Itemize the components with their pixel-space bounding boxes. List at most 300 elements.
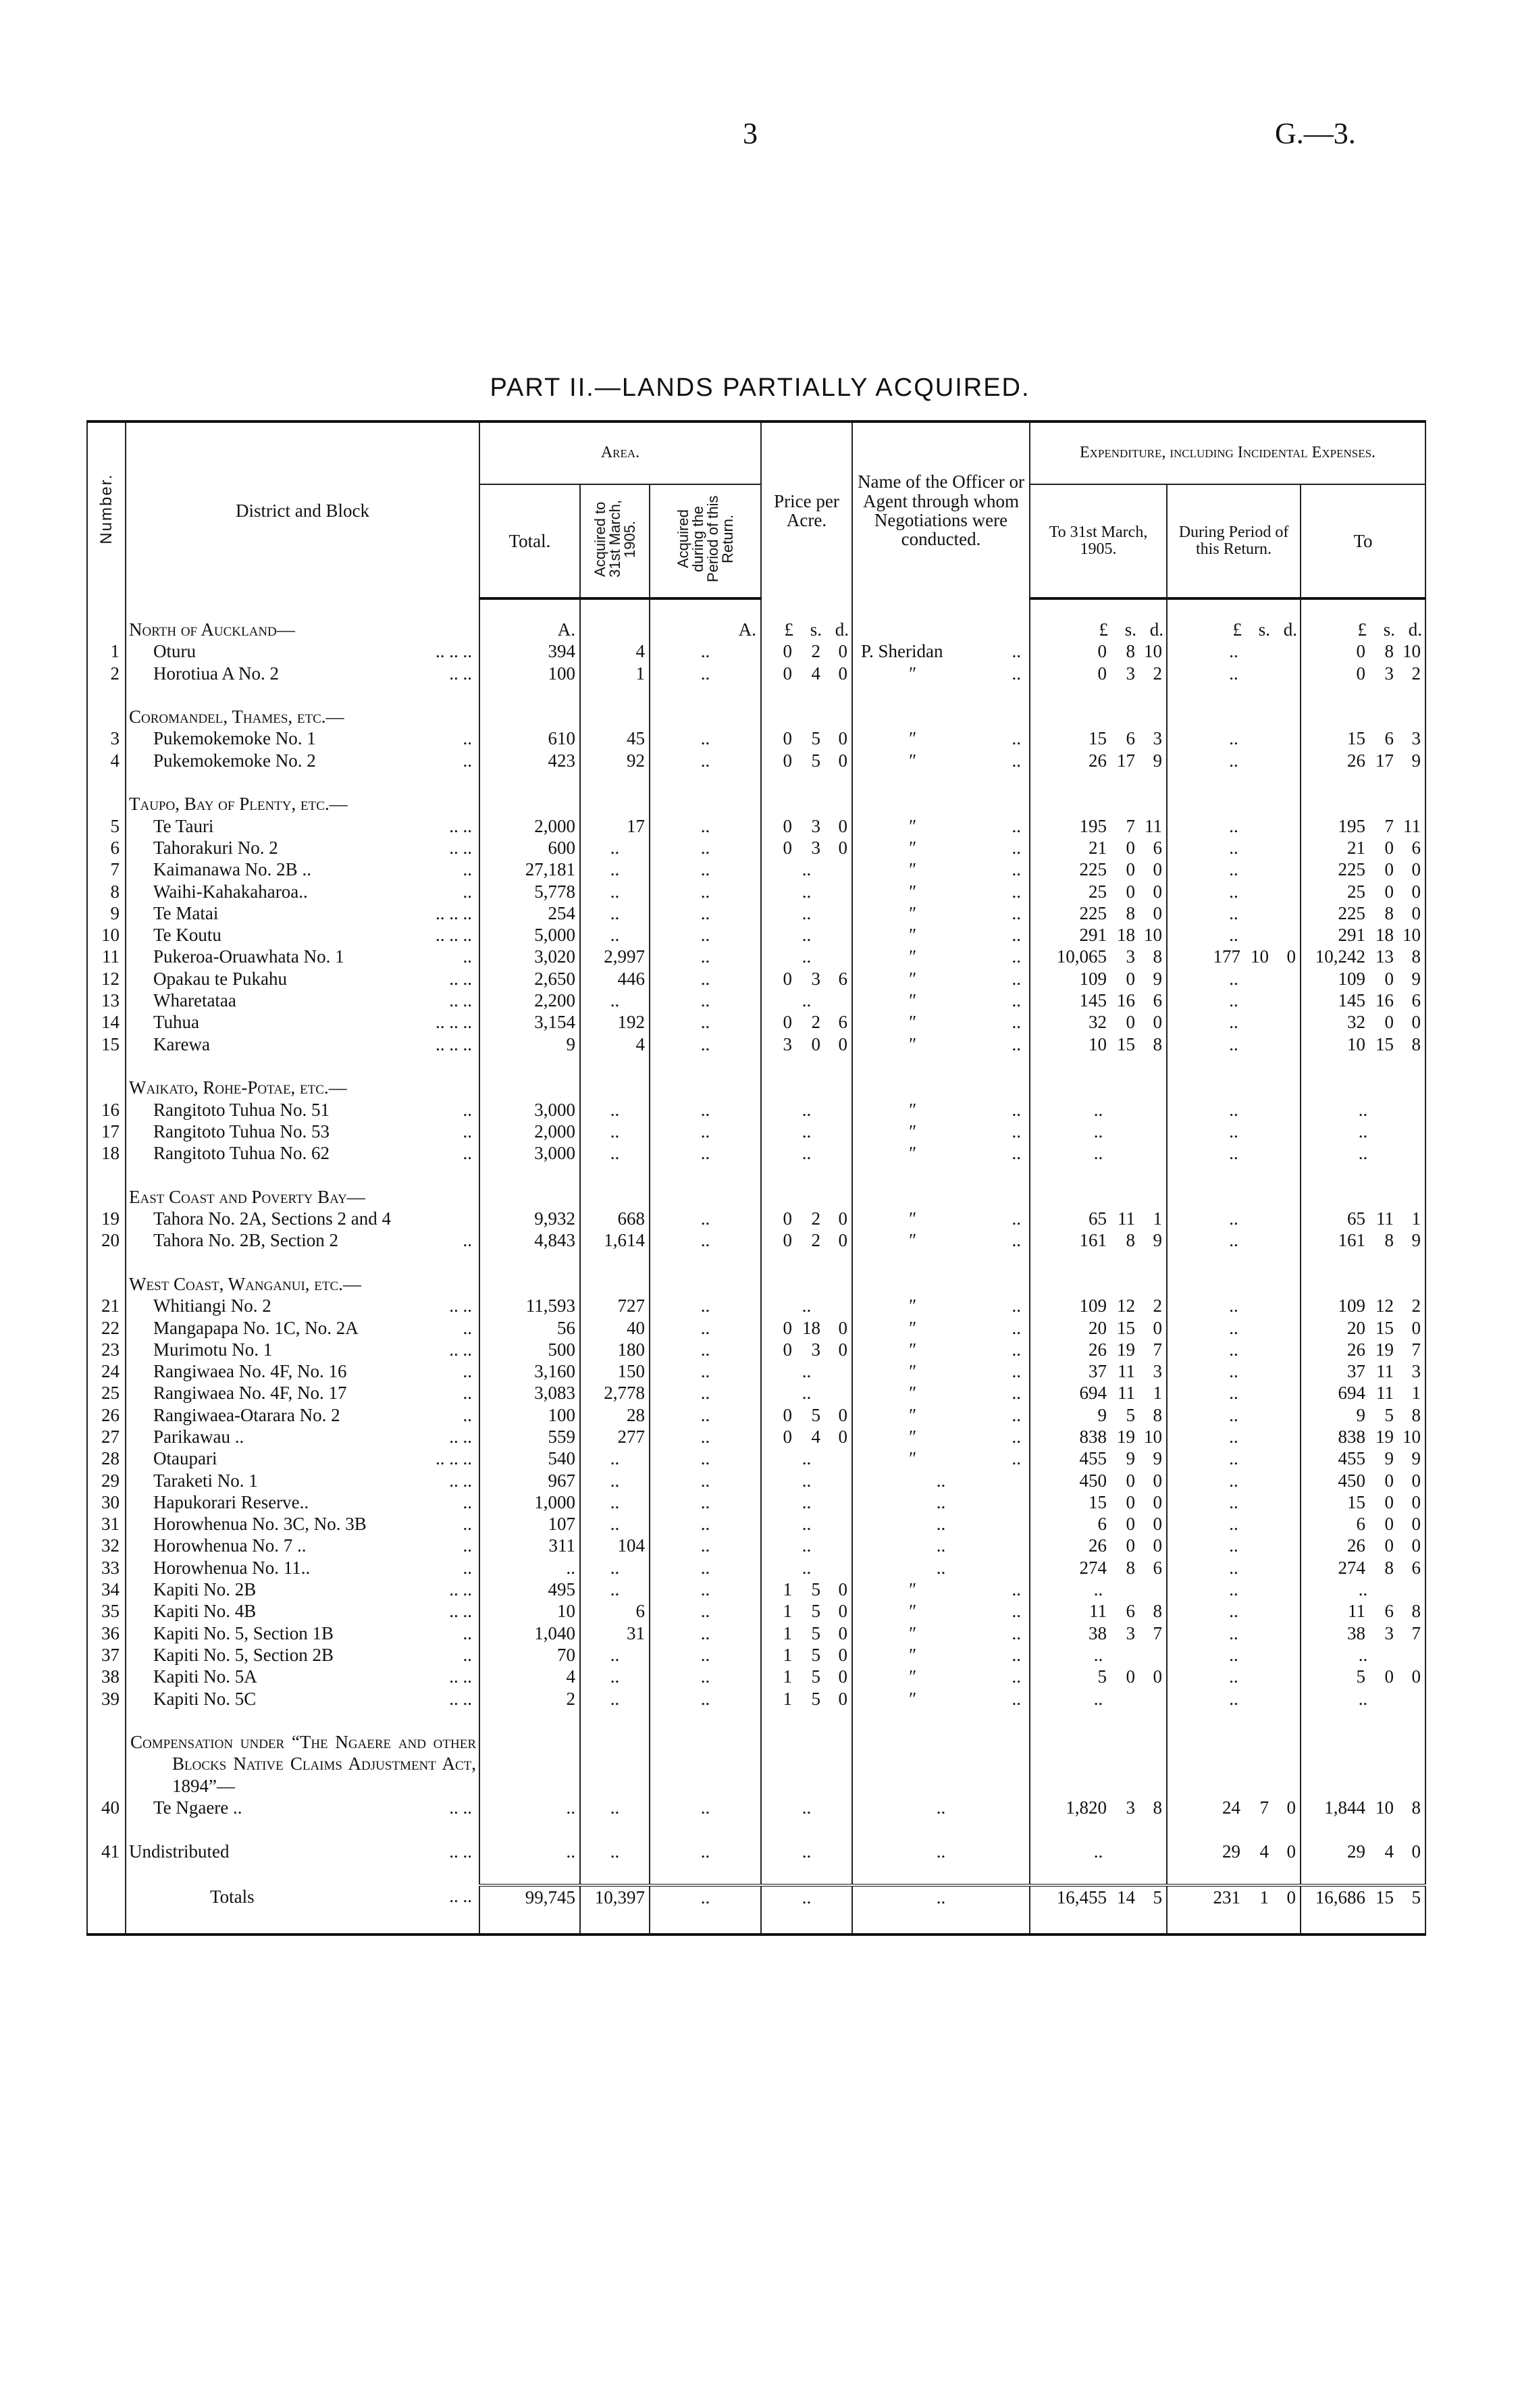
exp-to-pence: 1: [1153, 1208, 1163, 1229]
cell: [761, 619, 852, 640]
district-block: [126, 1382, 479, 1404]
block-name: Rangitoto Tuhua No. 51: [153, 1099, 330, 1120]
cell: [852, 706, 1030, 727]
district-block: [126, 750, 479, 771]
row-number: 40: [87, 1797, 126, 1818]
area-acquired-to: ..: [580, 1579, 650, 1600]
area-acquired-to: 45: [580, 727, 650, 749]
table-row: [87, 1208, 1425, 1229]
row-number: 20: [87, 1229, 126, 1251]
officer-wrap: [856, 946, 1026, 967]
area-total: 500: [479, 1339, 580, 1360]
price-pence: 0: [838, 1317, 848, 1338]
cell: [1167, 793, 1301, 815]
officer: [852, 1121, 1030, 1142]
leader-dots: ..: [463, 1404, 472, 1425]
price-per-acre: ..: [761, 1557, 852, 1579]
cell: [1030, 1164, 1167, 1185]
area-acquired-during: ..: [650, 1666, 761, 1687]
block-name: Horowhenua No. 11..: [153, 1557, 311, 1578]
block-name: Tahora No. 2B, Section 2: [153, 1230, 339, 1251]
officer-wrap: [856, 1360, 1026, 1382]
exp-total-pounds: 450: [1338, 1470, 1366, 1491]
expenditure-total: [1301, 1885, 1425, 1908]
area-total: 9: [479, 1033, 580, 1055]
exp-total-pounds: 225: [1338, 859, 1366, 880]
row-number: 25: [87, 1382, 126, 1404]
leader-dots: .. ..: [449, 1841, 472, 1862]
district-heading: Coromandel, Thames, etc.—: [126, 706, 479, 727]
area-acquired-to: 277: [580, 1426, 650, 1448]
officer: [852, 1099, 1030, 1121]
price-per-acre: ..: [761, 1797, 852, 1818]
exp-to-shillings: 3: [1126, 1797, 1136, 1818]
exp-to-pence: 7: [1153, 1622, 1163, 1643]
table-row: [87, 837, 1425, 859]
exp-to-pounds: 10,065: [1056, 946, 1107, 967]
officer: [852, 859, 1030, 880]
officer-wrap: [856, 1600, 1026, 1622]
section-heading-row: [87, 706, 1425, 727]
area-acquired-to: 668: [580, 1208, 650, 1229]
expenditure-during-period: ..: [1167, 1011, 1301, 1033]
exp-total-amount: [1304, 902, 1421, 924]
officer-name: ″: [908, 925, 916, 946]
district-block: [126, 1317, 479, 1339]
cell: [479, 1055, 580, 1077]
district-block: [126, 1622, 479, 1644]
officer-wrap: [856, 881, 1026, 902]
expenditure-during-period: ..: [1167, 1142, 1301, 1164]
area-total: 254: [479, 902, 580, 924]
exp-to-amount: [1033, 727, 1162, 749]
exp-to-shillings: 16: [1117, 990, 1136, 1011]
area-acquired-to: ..: [580, 1557, 650, 1579]
exp-to-shillings: 11: [1118, 1361, 1136, 1382]
leader-dots: ..: [1012, 1579, 1022, 1600]
price-per-acre: [761, 1622, 852, 1644]
officer: [852, 990, 1030, 1011]
block-name: Rangitoto Tuhua No. 53: [153, 1121, 330, 1142]
exp-total-shillings: 0: [1384, 1666, 1394, 1687]
cell: [1167, 1731, 1301, 1797]
exp-to-shillings: 8: [1126, 641, 1136, 662]
officer: [852, 1142, 1030, 1164]
row-number: 13: [87, 990, 126, 1011]
expenditure-total: [1301, 1513, 1425, 1535]
expenditure-during-period: ..: [1167, 837, 1301, 859]
area-acquired-during: ..: [650, 990, 761, 1011]
exp-to-pence: 6: [1153, 1557, 1163, 1578]
price-pence: 0: [838, 1339, 848, 1360]
header-acquired-to-label: Acquired to 31st March, 1905.: [591, 500, 638, 578]
district-block: [126, 1666, 479, 1687]
leader-dots: ..: [463, 1143, 472, 1164]
cell: [479, 1731, 580, 1797]
officer: [852, 1600, 1030, 1622]
district-block: [126, 1011, 479, 1033]
exp-to-amount: [1033, 1600, 1162, 1622]
exp-during-pounds: 24: [1222, 1797, 1241, 1818]
exp-total-shillings: 15: [1375, 1317, 1394, 1338]
cell: [479, 1818, 580, 1840]
cell: [580, 1731, 650, 1797]
exp-during-pence: 0: [1286, 1797, 1296, 1818]
block-name: Te Koutu: [153, 925, 221, 946]
exp-to-pounds: 450: [1079, 1470, 1107, 1491]
area-acquired-to: 10,397: [580, 1885, 650, 1908]
block-name: Mangapapa No. 1C, No. 2A: [153, 1317, 359, 1338]
area-total: 100: [479, 663, 580, 684]
expenditure-to-march-1905: [1030, 815, 1167, 837]
exp-total-shillings: 8: [1384, 902, 1394, 923]
cell: [852, 684, 1030, 706]
price-amount: [764, 1426, 847, 1448]
exp-during-shillings: 1: [1259, 1887, 1269, 1908]
price-shillings: 4: [811, 663, 821, 684]
area-acquired-during: ..: [650, 1121, 761, 1142]
exp-to-pence: 9: [1153, 1230, 1163, 1251]
price-per-acre: ..: [761, 1142, 852, 1164]
price-per-acre: ..: [761, 859, 852, 880]
cell: [852, 1710, 1030, 1731]
leader-dots: .. ..: [449, 837, 472, 858]
officer-wrap: [856, 1121, 1026, 1142]
block-name: Oturu: [153, 641, 196, 662]
expenditure-total: [1301, 1841, 1425, 1862]
officer: [852, 1295, 1030, 1316]
officer-wrap: [856, 1688, 1026, 1710]
price-pounds: 0: [783, 1208, 793, 1229]
cell: [650, 684, 761, 706]
exp-total-shillings: 8: [1384, 641, 1394, 662]
expenditure-during-period: ..: [1167, 990, 1301, 1011]
officer: [852, 663, 1030, 684]
exp-total-shillings: 11: [1376, 1383, 1394, 1404]
table-row: [87, 1360, 1425, 1382]
cell: [1301, 1818, 1425, 1840]
officer-wrap: [856, 837, 1026, 859]
exp-total-amount: [1304, 1011, 1421, 1033]
leader-dots: ..: [1012, 1426, 1022, 1447]
exp-total-pounds: 10,242: [1315, 946, 1366, 967]
exp-total-pence: 0: [1411, 1666, 1421, 1687]
exp-total-pence: 0: [1411, 1491, 1421, 1512]
price-amount: [764, 727, 847, 749]
cell: [761, 793, 852, 815]
table-row: [87, 1011, 1425, 1033]
officer: [852, 815, 1030, 837]
cell: [1030, 1818, 1167, 1840]
row-number: 2: [87, 663, 126, 684]
exp-total-amount: [1304, 1557, 1421, 1579]
exp-to-pence: 3: [1153, 1361, 1163, 1382]
area-total: ..: [479, 1557, 580, 1579]
exp-total-shillings: 11: [1376, 1361, 1394, 1382]
exp-total-pounds: 26: [1347, 750, 1366, 771]
area-total: 3,160: [479, 1360, 580, 1382]
price-shillings: 3: [811, 837, 821, 858]
price-amount: [764, 1339, 847, 1360]
exp-during-unit-pounds: £: [1232, 619, 1242, 640]
expenditure-during-period: [1167, 1797, 1301, 1818]
expenditure-to-march-1905: [1030, 1426, 1167, 1448]
exp-total-amount: [1304, 1295, 1421, 1316]
price-shillings: 18: [802, 1317, 821, 1338]
area-acquired-to: ..: [580, 1688, 650, 1710]
leader-dots: ..: [1012, 663, 1022, 684]
expenditure-total: [1301, 1382, 1425, 1404]
header-price: Price per Acre.: [761, 421, 852, 598]
cell: [650, 1077, 761, 1098]
exp-total-amount: [1304, 815, 1421, 837]
expenditure-total: [1301, 946, 1425, 967]
cell: [761, 1818, 852, 1840]
header-exp-to-march: To 31st March, 1905.: [1030, 484, 1167, 598]
area-acquired-to: ..: [580, 881, 650, 902]
area-acquired-to: 4: [580, 640, 650, 662]
area-total: 2,650: [479, 968, 580, 990]
price-pounds: 0: [783, 1012, 793, 1033]
cell: [1301, 619, 1425, 640]
cell: [87, 1055, 126, 1077]
price-pence: 0: [838, 728, 848, 749]
cell: [126, 1055, 479, 1077]
expenditure-during-period: [1167, 1841, 1301, 1862]
leader-dots: ..: [1012, 641, 1022, 662]
exp-to-pence: 1: [1153, 1383, 1163, 1404]
cell: [1167, 1252, 1301, 1273]
row-number: 6: [87, 837, 126, 859]
area-acquired-during: ..: [650, 1535, 761, 1556]
price-amount: [764, 1622, 847, 1644]
exp-total-amount: [1304, 1535, 1421, 1556]
exp-to-amount: [1033, 1426, 1162, 1448]
expenditure-to-march-1905: [1030, 924, 1167, 946]
exp-to-pence: 10: [1144, 1426, 1163, 1447]
exp-to-pence: 0: [1153, 881, 1163, 902]
exp-total-pence: 0: [1411, 902, 1421, 923]
area-acquired-during: ..: [650, 1885, 761, 1908]
exp-total-shillings: 7: [1384, 815, 1394, 836]
exp-during-shillings: 10: [1251, 946, 1269, 967]
area-acquired-during: ..: [650, 1513, 761, 1535]
table-row: [87, 1535, 1425, 1556]
price-per-acre: ..: [761, 1295, 852, 1316]
price-shillings: 5: [811, 1666, 821, 1687]
row-number: 22: [87, 1317, 126, 1339]
area-total: 56: [479, 1317, 580, 1339]
exp-total-amount: [1304, 1360, 1421, 1382]
exp-to-shillings: 3: [1126, 1622, 1136, 1643]
expenditure-total: [1301, 1208, 1425, 1229]
table-row: [87, 1099, 1425, 1121]
unit-acres: A.: [650, 619, 761, 640]
expenditure-during-period: ..: [1167, 815, 1301, 837]
exp-total-pounds: 20: [1347, 1317, 1366, 1338]
table-row: [87, 924, 1425, 946]
exp-total-pounds: 161: [1338, 1230, 1366, 1251]
district-block: [126, 1579, 479, 1600]
officer-name: ″: [908, 1622, 916, 1643]
district-block: [126, 1121, 479, 1142]
block-name: Wharetataa: [153, 990, 236, 1011]
leader-dots: ..: [1012, 1666, 1022, 1687]
cell: [87, 771, 126, 793]
leader-dots: ..: [1012, 1099, 1022, 1120]
exp-to-amount: [1033, 750, 1162, 771]
expenditure-to-march-1905: [1030, 1382, 1167, 1404]
area-total: 967: [479, 1470, 580, 1491]
exp-total-pounds: 0: [1356, 641, 1366, 662]
leader-dots: ..: [1012, 837, 1022, 858]
expenditure-during-period: ..: [1167, 727, 1301, 749]
area-total: 2: [479, 1688, 580, 1710]
exp-total-shillings: 8: [1384, 1557, 1394, 1578]
exp-total-pence: 11: [1403, 815, 1421, 836]
cell: [1167, 1055, 1301, 1077]
expenditure-to-march-1905: [1030, 1535, 1167, 1556]
officer: ..: [852, 1841, 1030, 1862]
table-row: [87, 815, 1425, 837]
price-pence: 0: [838, 750, 848, 771]
exp-to-pence: 8: [1153, 946, 1163, 967]
officer: [852, 1426, 1030, 1448]
exp-total-shillings: 10: [1375, 1797, 1394, 1818]
area-total: 600: [479, 837, 580, 859]
table-bottom-rule: [87, 1909, 1425, 1935]
officer-name: ″: [908, 1208, 916, 1229]
leader-dots: ..: [463, 1230, 472, 1251]
leader-dots: ..: [1012, 750, 1022, 771]
cell: [761, 684, 852, 706]
cell: [1030, 1055, 1167, 1077]
expenditure-total: [1301, 902, 1425, 924]
price-pounds: 3: [783, 1033, 793, 1054]
area-acquired-during: ..: [650, 1557, 761, 1579]
district-heading: West Coast, Wanganui, etc.—: [126, 1273, 479, 1295]
leader-dots: ..: [1012, 1688, 1022, 1709]
exp-to-pence: 0: [1153, 859, 1163, 880]
area-acquired-to: ..: [580, 1644, 650, 1666]
table-row: [87, 881, 1425, 902]
cell: [650, 1164, 761, 1185]
exp-to-amount: [1033, 859, 1162, 880]
price-amount: [764, 1600, 847, 1622]
area-acquired-during: ..: [650, 1491, 761, 1513]
district-heading: Taupo, Bay of Plenty, etc.—: [126, 793, 479, 815]
price-per-acre: ..: [761, 1470, 852, 1491]
block-name: Taraketi No. 1: [153, 1470, 258, 1491]
cell: [1167, 771, 1301, 793]
exp-total-amount: [1304, 1448, 1421, 1469]
area-total: 559: [479, 1426, 580, 1448]
cell: [580, 1818, 650, 1840]
block-name: Kapiti No. 5A: [153, 1666, 257, 1687]
exp-to-shillings: 0: [1126, 1666, 1136, 1687]
area-total: 11,593: [479, 1295, 580, 1316]
exp-to-shillings: 15: [1117, 1317, 1136, 1338]
price-amount: [764, 1579, 847, 1600]
table-row: [87, 1579, 1425, 1600]
cell: [650, 793, 761, 815]
cell: [761, 1273, 852, 1295]
row-number: 27: [87, 1426, 126, 1448]
price-unit-pence: d.: [835, 619, 849, 640]
district-block: [126, 1513, 479, 1535]
blank-row: [87, 1710, 1425, 1731]
price-per-acre: ..: [761, 1099, 852, 1121]
expenditure-during-period: ..: [1167, 1448, 1301, 1469]
exp-total-shillings: 3: [1384, 1622, 1394, 1643]
officer: ..: [852, 1535, 1030, 1556]
expenditure-to-march-1905: [1030, 990, 1167, 1011]
expenditure-during-period: ..: [1167, 1470, 1301, 1491]
district-block: [126, 1339, 479, 1360]
price-per-acre: [761, 1208, 852, 1229]
cell: [1167, 684, 1301, 706]
cell: [87, 1252, 126, 1273]
table-row: [87, 1448, 1425, 1469]
block-name: Rangiwaea No. 4F, No. 16: [153, 1361, 347, 1382]
expenditure-during-period: ..: [1167, 1404, 1301, 1426]
expenditure-during-period: ..: [1167, 1513, 1301, 1535]
area-acquired-to: 92: [580, 750, 650, 771]
exp-total-pounds: 225: [1338, 902, 1366, 923]
exp-to-amount: [1033, 1491, 1162, 1513]
officer-wrap: [856, 968, 1026, 990]
exp-total-shillings: 0: [1384, 968, 1394, 989]
expenditure-total: [1301, 640, 1425, 662]
exp-total-pence: 8: [1411, 1033, 1421, 1054]
expenditure-during-period: ..: [1167, 1099, 1301, 1121]
cell: [1167, 1818, 1301, 1840]
expenditure-during-period: ..: [1167, 1339, 1301, 1360]
exp-total-amount: [1304, 881, 1421, 902]
exp-total-amount: [1304, 750, 1421, 771]
block-name: Waihi-Kahakaharoa..: [153, 881, 308, 902]
exp-total-shillings: 19: [1375, 1339, 1394, 1360]
officer-name: ″: [908, 1426, 916, 1447]
exp-to-unit-pounds: £: [1099, 619, 1109, 640]
exp-to-amount: [1033, 1317, 1162, 1339]
exp-to-pence: 6: [1153, 837, 1163, 858]
expenditure-to-march-1905: [1030, 859, 1167, 880]
exp-to-shillings: 0: [1126, 1514, 1136, 1535]
blank-row: [87, 771, 1425, 793]
leader-dots: ..: [463, 881, 472, 902]
price-pence: 0: [838, 1666, 848, 1687]
officer: ..: [852, 1557, 1030, 1579]
cell: [852, 1818, 1030, 1840]
leader-dots: .. ..: [449, 968, 472, 989]
expenditure-total: [1301, 1229, 1425, 1251]
price-shillings: 5: [811, 728, 821, 749]
header-acquired-during: [650, 484, 761, 598]
table-row: [87, 1339, 1425, 1360]
leader-dots: .. ..: [449, 990, 472, 1011]
exp-to-shillings: 0: [1126, 859, 1136, 880]
cell: [1030, 1862, 1167, 1885]
area-acquired-to: 104: [580, 1535, 650, 1556]
area-acquired-to: 1: [580, 663, 650, 684]
expenditure-total: [1301, 924, 1425, 946]
header-area: Area.: [479, 421, 761, 484]
cell: [1167, 1186, 1301, 1208]
exp-to-amount: [1033, 1797, 1162, 1818]
table-row: [87, 1797, 1425, 1818]
block-name: Kapiti No. 2B: [153, 1579, 257, 1600]
